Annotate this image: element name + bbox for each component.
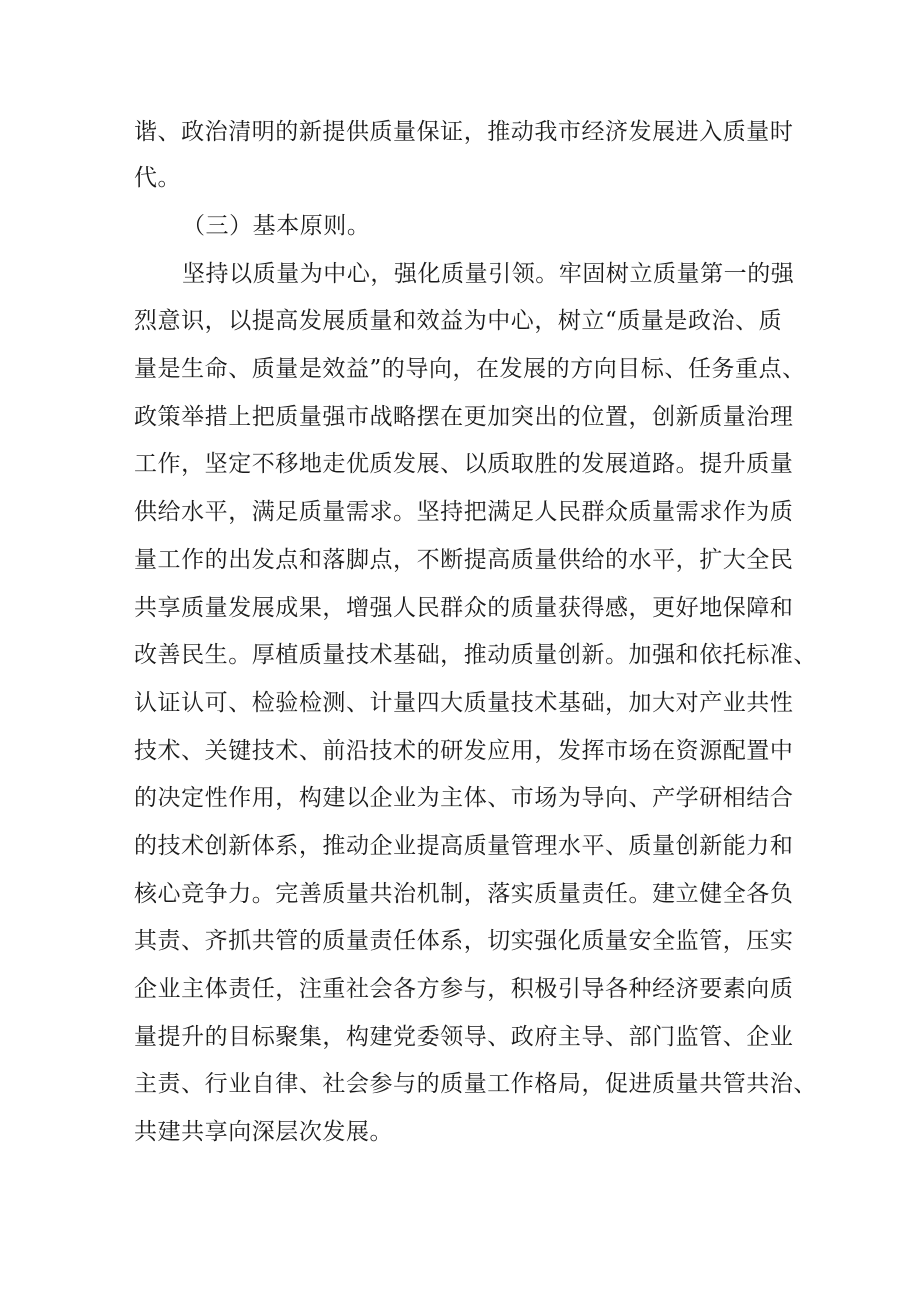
section-heading: （三）基本原则。 (182, 213, 371, 239)
text-line: 代。 (134, 165, 182, 191)
paragraph-line: 政策举措上把质量强市战略摆在更加突出的位置，创新质量治理 (134, 404, 794, 430)
paragraph-line: 核心竞争力。完善质量共治机制，落实质量责任。建立健全各负 (134, 881, 794, 907)
paragraph-line: 烈意识，以提高发展质量和效益为中心，树立“质量是政治、质 (134, 308, 783, 334)
paragraph-line: 量提升的目标聚集，构建党委领导、政府主导、部门监管、企业 (134, 1024, 794, 1050)
paragraph-line: 共享质量发展成果，增强人民群众的质量获得感，更好地保障和 (134, 595, 794, 621)
paragraph-line: 供给水平，满足质量需求。坚持把满足人民群众质量需求作为质 (134, 499, 794, 525)
paragraph-line: 的技术创新体系，推动企业提高质量管理水平、质量创新能力和 (134, 833, 794, 859)
paragraph-line: 坚持以质量为中心，强化质量引领。牢固树立质量第一的强 (182, 261, 795, 287)
text-line: 谐、政治清明的新提供质量保证，推动我市经济发展进入质量时 (134, 119, 794, 145)
paragraph-line: 其责、齐抓共管的质量责任体系，切实强化质量安全监管，压实 (134, 928, 794, 954)
paragraph-line: 技术、关键技术、前沿技术的研发应用，发挥市场在资源配置中 (134, 738, 794, 764)
paragraph-line: 企业主体责任，注重社会各方参与，积极引导各种经济要素向质 (134, 976, 794, 1002)
paragraph-line: 量工作的出发点和落脚点，不断提高质量供给的水平，扩大全民 (134, 547, 794, 573)
paragraph-line: 工作，坚定不移地走优质发展、以质取胜的发展道路。提升质量 (134, 451, 794, 477)
paragraph-line: 改善民生。厚植质量技术基础，推动质量创新。加强和依托标准、 (134, 642, 817, 668)
paragraph-line: 认证认可、检验检测、计量四大质量技术基础，加大对产业共性 (134, 690, 794, 716)
paragraph-line: 量是生命、质量是效益”的导向，在发展的方向目标、任务重点、 (134, 356, 806, 382)
paragraph-line: 主责、行业自律、社会参与的质量工作格局，促进质量共管共治、 (134, 1071, 817, 1097)
paragraph-line: 共建共享向深层次发展。 (134, 1119, 394, 1145)
paragraph-line: 的决定性作用，构建以企业为主体、市场为导向、产学研相结合 (134, 785, 794, 811)
